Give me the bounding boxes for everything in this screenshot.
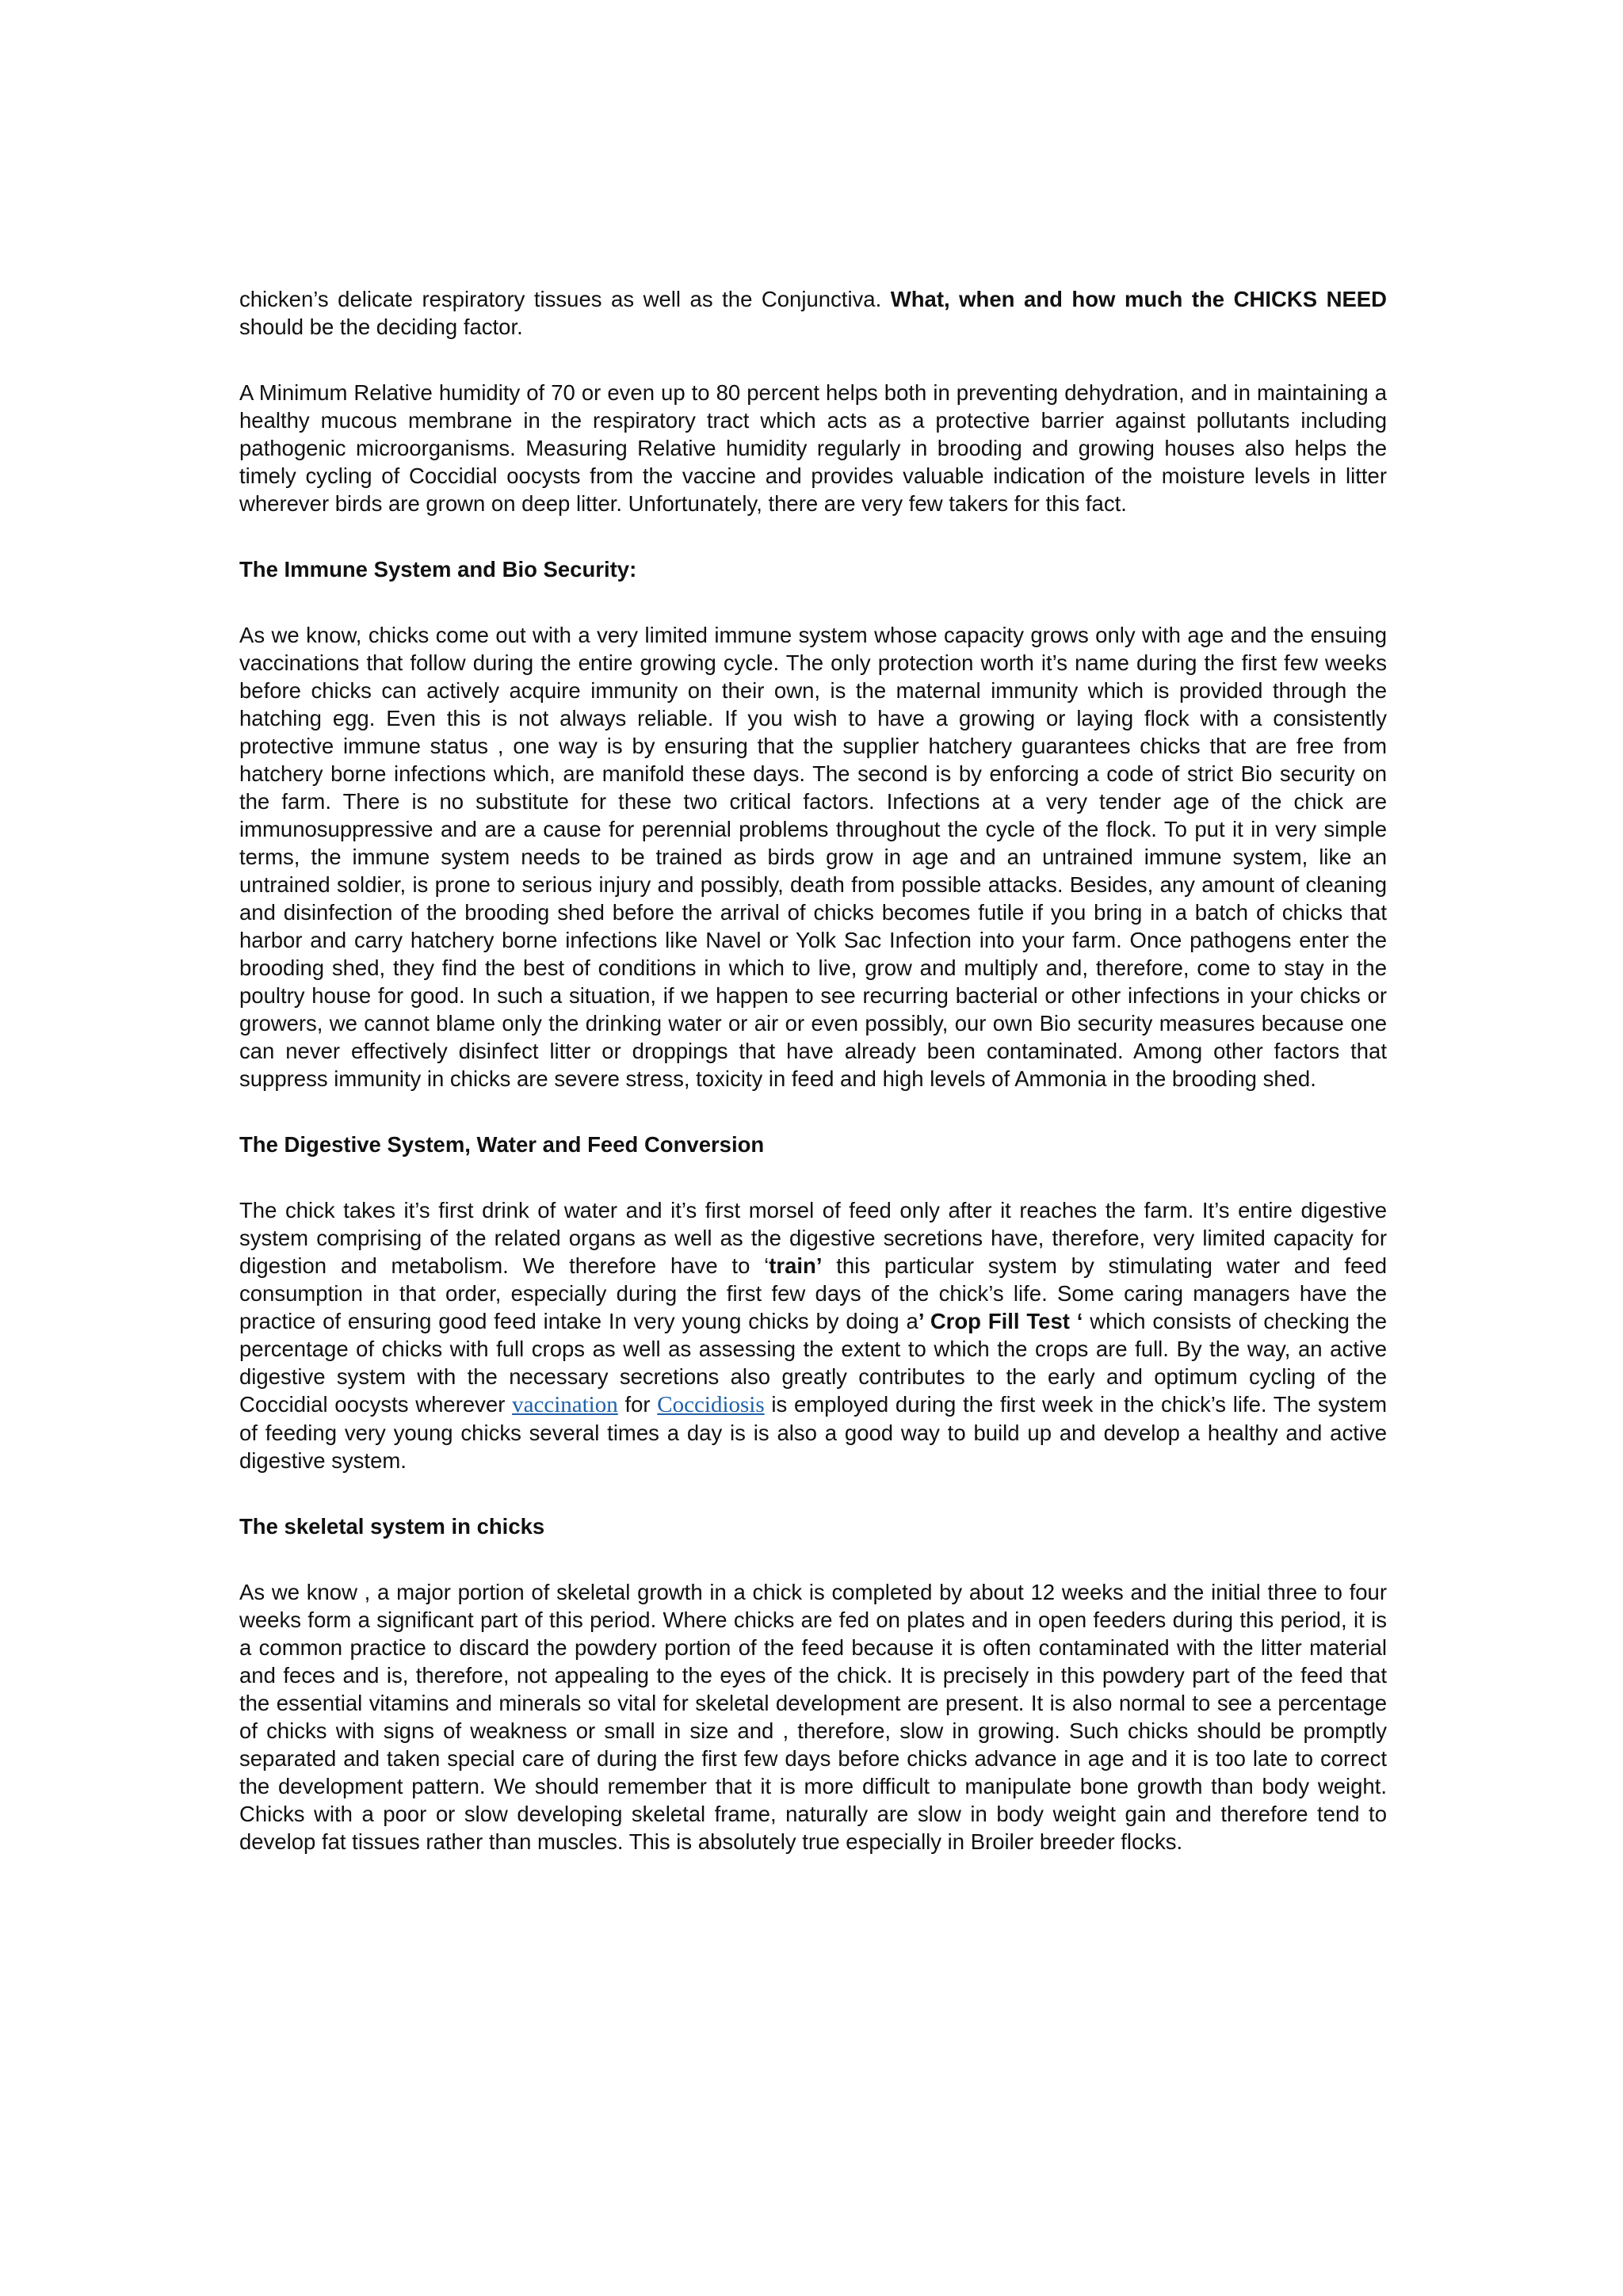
intro-bold-text: What, when and how much the CHICKS NEED bbox=[890, 287, 1387, 311]
digestive-text-3: which consists of checking the percentage of chicks with full crops as well as assessing the extent to which the crops are full. By the way, an active digestive system with the necessary secretions also greatly contributes to the early and optimum cycling of the Coccidial oocysts wherever bbox=[239, 1309, 1387, 1417]
immune-heading: The Immune System and Bio Security: bbox=[239, 557, 637, 582]
digestive-text-2: this particular system by stimulating water and feed consumption in that order, especially during the first few days of the chick’s life. Some caring managers have the practice of ensuring good feed intake In very young chicks by doing a bbox=[239, 1253, 1387, 1333]
skeletal-heading: The skeletal system in chicks bbox=[239, 1514, 545, 1539]
immune-paragraph: As we know, chicks come out with a very limited immune system whose capacity grows only with age and the ensuing vaccinations that follow during the entire growing cycle. The only protection worth it’s name during the first few weeks before chicks can actively acquire immunity on their own, is the maternal immunity which is provided through the hatching egg. Even this is not always reliable. If you wish to have a growing or laying flock with a consistently protective immune status , one way is by ensuring that the supplier hatchery guarantees chicks that are free from hatchery borne infections which, are manifold these days. The second is by enforcing a code of strict Bio security on the farm. There is no substitute for these two critical factors. Infections at a very tender age of the chick are immunosuppressive and are a cause for perennial problems throughout the cycle of the flock. To put it in very simple terms, the immune system needs to be trained as birds grow in age and an untrained immune system, like an untrained soldier, is prone to serious injury and possibly, death from possible attacks. Besides, any amount of cleaning and disinfection of the brooding shed before the arrival of chicks becomes futile if you bring in a batch of chicks that harbor and carry hatchery borne infections like Navel or Yolk Sac Infection into your farm. Once pathogens enter the brooding shed, they find the best of conditions in which to live, grow and multiply and, therefore, come to stay in the poultry house for good. In such a situation, if we happen to see recurring bacterial or other infections in your chicks or growers, we cannot blame only the drinking water or air or even possibly, our own Bio security measures because one can never effectively disinfect litter or droppings that have already been contaminated. Among other factors that suppress immunity in chicks are severe stress, toxicity in feed and high levels of Ammonia in the brooding shed. bbox=[239, 623, 1387, 1091]
humidity-paragraph: A Minimum Relative humidity of 70 or even up to 80 percent helps both in preventing dehydration, and in maintaining a healthy mucous membrane in the respiratory tract which acts as a protective barrier against pollutants including pathogenic microorganisms. Measuring Relative humidity regularly in brooding and growing houses also helps the timely cycling of Coccidial oocysts from the vaccine and provides valuable indication of the moisture levels in litter wherever birds are grown on deep litter. Unfortunately, there are very few takers for this fact. bbox=[239, 380, 1387, 516]
digestive-text-4: for bbox=[617, 1392, 658, 1417]
bold-train: train’ bbox=[769, 1253, 823, 1278]
digestive-text-5: is employed during the first week in the chick’s life. The system of feeding very young chicks several times a day is is also a good way to build up and develop a healthy and active digestive system. bbox=[239, 1392, 1387, 1473]
coccidiosis-link[interactable]: Coccidiosis bbox=[657, 1392, 765, 1417]
intro-tail-text: should be the deciding factor. bbox=[239, 315, 523, 339]
vaccination-link[interactable]: vaccination bbox=[512, 1392, 618, 1417]
bold-crop-fill-test: ’ Crop Fill Test ‘ bbox=[918, 1309, 1083, 1333]
skeletal-paragraph: As we know , a major portion of skeletal growth in a chick is completed by about 12 weeks and the initial three to four weeks form a significant part of this period. Where chicks are fed on plates and in open feeders during this period, it is a common practice to discard the powdery portion of the feed because it is often contaminated with the litter material and feces and is, therefore, not appealing to the eyes of the chick. It is precisely in this powdery part of the feed that the essential vitamins and minerals so vital for skeletal development are present. It is also normal to see a percentage of chicks with signs of weakness or small in size and , therefore, slow in growing. Such chicks should be promptly separated and taken special care of during the first few days before chicks advance in age and it is too late to correct the development pattern. We should remember that it is more difficult to manipulate bone growth than body weight. Chicks with a poor or slow developing skeletal frame, naturally are slow in body weight gain and therefore tend to develop fat tissues rather than muscles. This is absolutely true especially in Broiler breeder flocks. bbox=[239, 1580, 1387, 1854]
digestive-text-1: The chick takes it’s first drink of water and it’s first morsel of feed only after it reaches the farm. It’s entire digestive system comprising of the related organs as well as the digestive secretions have, therefore, very limited capacity for digestion and metabolism. We therefore have to ‘ bbox=[239, 1198, 1387, 1278]
digestive-heading: The Digestive System, Water and Feed Conversion bbox=[239, 1132, 765, 1157]
intro-paragraph bbox=[239, 285, 1387, 341]
intro-text: chicken’s delicate respiratory tissues as well as the Conjunctiva. bbox=[239, 287, 882, 311]
digestive-paragraph bbox=[239, 1196, 1387, 1474]
document-page bbox=[239, 285, 1387, 1894]
